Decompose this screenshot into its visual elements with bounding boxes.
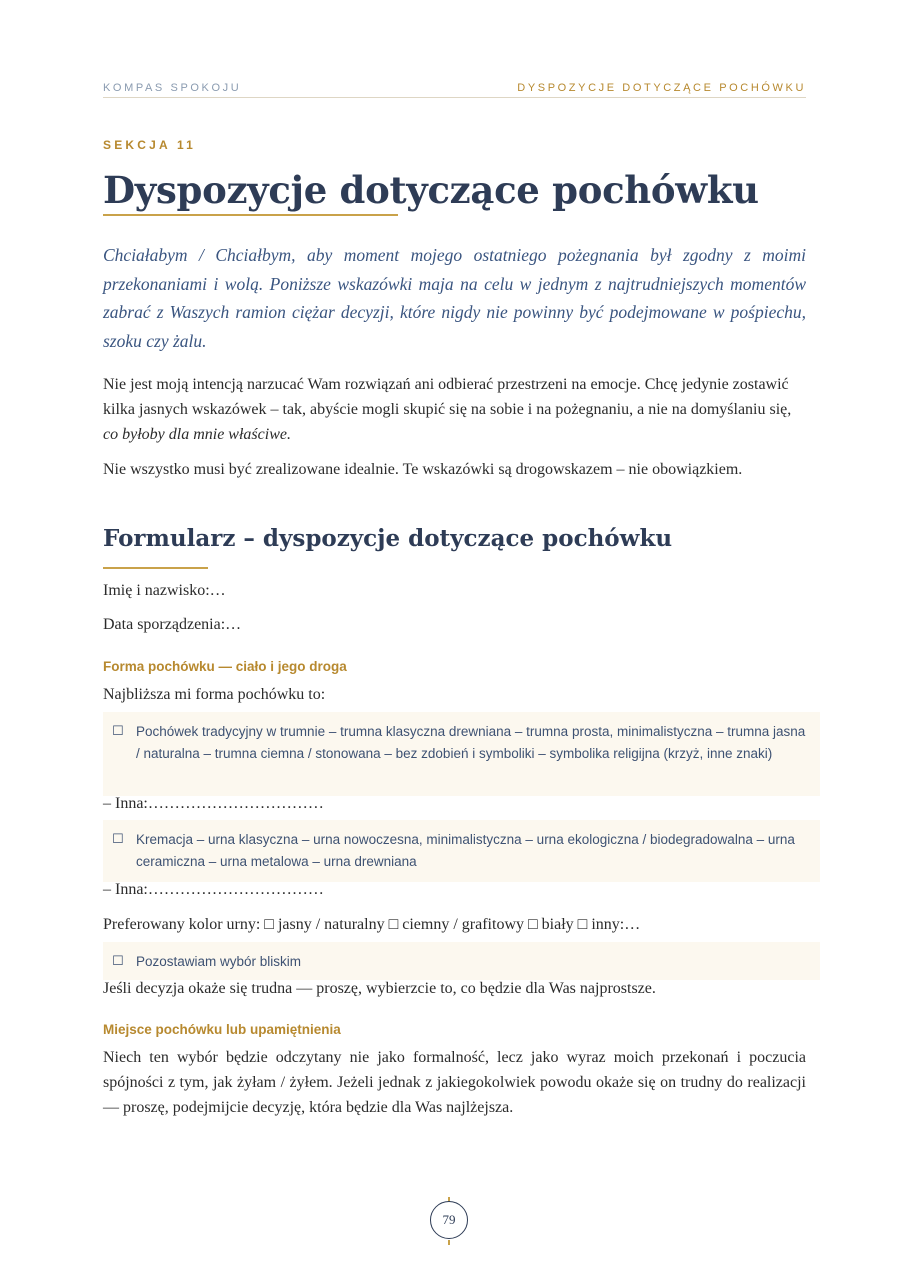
option-leave-to-loved-ones[interactable] <box>103 942 820 980</box>
checkbox-icon[interactable]: ☐ <box>112 954 124 969</box>
intention-text: Nie jest moją intencją narzucać Wam rozwiązań ani odbierać przestrzeni na emocje. Chcę jedynie zostawić kilka jasnych wskazówek – tak, abyście mogli skupić się na sobie i na pożegnaniu, a nie na domyślaniu się, <box>103 376 792 418</box>
hard-decision-note: Jeśli decyzja okaże się trudna — proszę, wybierzcie to, co będzie dla Was najprostsze. <box>103 980 656 997</box>
other-cremation-field[interactable]: – Inna:…………………………… <box>103 881 324 898</box>
section-label: SEKCJA 11 <box>103 138 197 152</box>
intro-paragraph: Chciałabym / Chciałbym, aby moment mojego ostatniego pożegnania był zgodny z moimi przekonaniami i wolą. Poniższe wskazówki maja na celu w jednym z najtrudniejszych momentów zabrać z Waszych ramion ciężar decyzji, które nigdy nie powinny być podejmowane w pośpiechu, szoku czy żalu. <box>103 245 806 351</box>
option-traditional-burial[interactable] <box>103 712 820 796</box>
page-number-ornament-bottom <box>448 1240 450 1245</box>
option-cremation-label: Kremacja – urna klasyczna – urna nowoczesna, minimalistyczna – urna ekologiczna / biodegradowalna – urna ceramiczna – urna metalowa – urna drewniana <box>136 832 795 869</box>
title-underline <box>103 214 398 216</box>
running-header-left: KOMPAS SPOKOJU <box>103 82 242 94</box>
other-burial-field[interactable]: – Inna:…………………………… <box>103 795 324 812</box>
name-field[interactable]: Imię i nazwisko:… <box>103 582 226 599</box>
place-heading: Miejsce pochówku lub upamiętnienia <box>103 1022 341 1037</box>
intention-paragraph <box>103 372 806 447</box>
burial-prompt: Najbliższa mi forma pochówku to: <box>103 686 326 703</box>
option-leave-label: Pozostawiam wybór bliskim <box>136 954 302 969</box>
form-title-underline <box>103 567 208 569</box>
burial-form-heading: Forma pochówku — ciało i jego droga <box>103 659 347 674</box>
checkbox-icon[interactable]: ☐ <box>112 724 124 739</box>
guidance-paragraph: Nie wszystko musi być zrealizowane idealnie. Te wskazówki są drogowskazem – nie obowiązkiem. <box>103 461 743 478</box>
urn-color-preference[interactable]: Preferowany kolor urny: □ jasny / naturalny □ ciemny / grafitowy □ biały □ inny:… <box>103 916 641 933</box>
option-cremation[interactable] <box>103 820 820 882</box>
date-field[interactable]: Data sporządzenia:… <box>103 616 242 633</box>
checkbox-icon[interactable]: ☐ <box>112 832 124 847</box>
page-number: 79 <box>430 1201 468 1239</box>
header-divider <box>103 97 806 98</box>
place-paragraph: Niech ten wybór będzie odczytany nie jako formalność, lecz jako wyraz moich przekonań i poczucia spójności z tym, jak żyłam / żyłem. Jeżeli jednak z jakiegokolwiek powodu okaże się on trudny do realizacji — proszę, podejmijcie decyzję, która będzie dla Was najlżejsza. <box>103 1049 806 1116</box>
intention-emphasis: co byłoby dla mnie właściwe. <box>103 426 291 443</box>
page-title: Dyspozycje dotyczące pochówku <box>103 168 759 212</box>
form-title: Formularz – dyspozycje dotyczące pochówku <box>103 525 673 552</box>
running-header-right: DYSPOZYCJE DOTYCZĄCE POCHÓWKU <box>517 82 806 94</box>
option-traditional-label: Pochówek tradycyjny w trumnie – trumna klasyczna drewniana – trumna prosta, minimalistyczna – trumna jasna / naturalna – trumna ciemna / stonowana – bez zdobień i symboliki – symbolika religijna (krzyż, inne znaki) <box>136 724 806 761</box>
